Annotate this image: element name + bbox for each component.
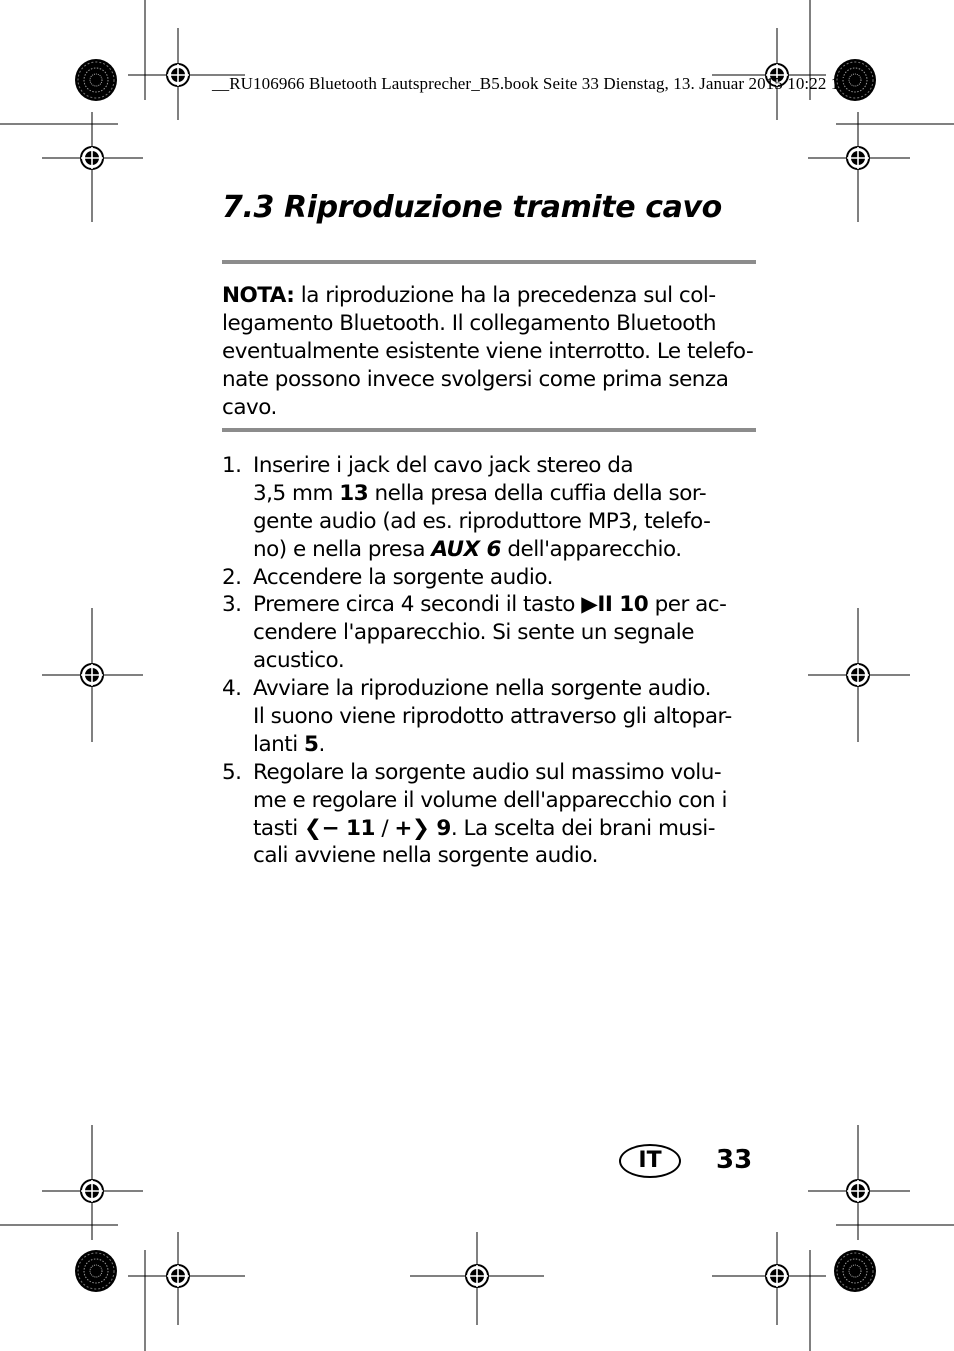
step-text: lanti [253, 731, 305, 757]
part-reference: 13 [339, 480, 369, 506]
step-number: 4. [222, 676, 242, 702]
step-text: 3,5 mm [253, 480, 340, 506]
print-file-info: __RU106966 Bluetooth Lautsprecher_B5.book Seite 33 Dienstag, 13. Januar 2015 10:22 15 [212, 74, 848, 93]
list-item [222, 759, 767, 871]
step-number: 1. [222, 453, 242, 478]
step-text: / [374, 815, 395, 841]
section-heading: 7.3 Riproduzione tramite cavo [222, 190, 722, 225]
steps-list [222, 452, 767, 870]
note-line [222, 282, 762, 310]
step-line: Il suono viene riprodotto attraverso gli altopar- [253, 704, 732, 730]
step-text: . La scelta dei brani musi- [450, 815, 715, 841]
step-text: tasti [253, 815, 305, 841]
list-item [222, 591, 767, 675]
volume-up-key-reference: +❯ 9 [394, 815, 451, 841]
step-line [253, 480, 767, 508]
step-number: 5. [222, 759, 242, 785]
note-bottom-rule [222, 428, 756, 432]
note-text: la riproduzione ha la precedenza sul col- [294, 283, 716, 308]
step-text: nella presa della cuffia della sor- [368, 480, 707, 506]
step-line: Avviare la riproduzione nella sorgente audio. [253, 676, 711, 702]
language-badge: IT [619, 1144, 681, 1178]
note-line: nate possono invece svolgersi come prima senza [222, 367, 729, 392]
step-line [253, 591, 767, 619]
note-line: cavo. [222, 395, 277, 420]
step-text: per ac- [648, 592, 727, 618]
step-line: Regolare la sorgente audio sul massimo volu- [253, 759, 722, 785]
note-box [222, 282, 762, 422]
step-text: no) e nella presa [253, 536, 432, 562]
list-item [222, 452, 767, 564]
step-line: Inserire i jack del cavo jack stereo da [253, 453, 634, 478]
page-number: 33 [716, 1145, 753, 1175]
note-line: legamento Bluetooth. Il collegamento Bluetooth [222, 311, 716, 336]
step-line [253, 731, 767, 759]
note-line: eventualmente esistente viene interrotto. Le telefo- [222, 339, 754, 364]
step-line [253, 536, 767, 564]
step-line: cali avviene nella sorgente audio. [253, 843, 598, 869]
step-number: 2. [222, 564, 242, 590]
step-text: dell'apparecchio. [500, 536, 682, 562]
list-item [222, 564, 767, 592]
step-line: acustico. [253, 648, 345, 674]
note-label: NOTA: [222, 283, 295, 308]
step-line: me e regolare il volume dell'apparecchio con i [253, 787, 727, 813]
step-number: 3. [222, 592, 242, 618]
step-line: gente audio (ad es. riproduttore MP3, telefo- [253, 508, 711, 534]
part-reference: 5 [304, 731, 319, 757]
list-item [222, 675, 767, 759]
step-line [253, 815, 767, 843]
step-text: . [318, 731, 325, 757]
step-line: Accendere la sorgente audio. [253, 564, 553, 590]
volume-down-key-reference: ❮− 11 [304, 815, 375, 841]
step-line: cendere l'apparecchio. Si sente un segnale [253, 620, 694, 646]
play-pause-key-reference: ▶II 10 [581, 592, 649, 618]
step-text: Premere circa 4 secondi il tasto [253, 592, 582, 618]
note-top-rule [222, 260, 756, 264]
part-reference: AUX 6 [431, 536, 501, 562]
